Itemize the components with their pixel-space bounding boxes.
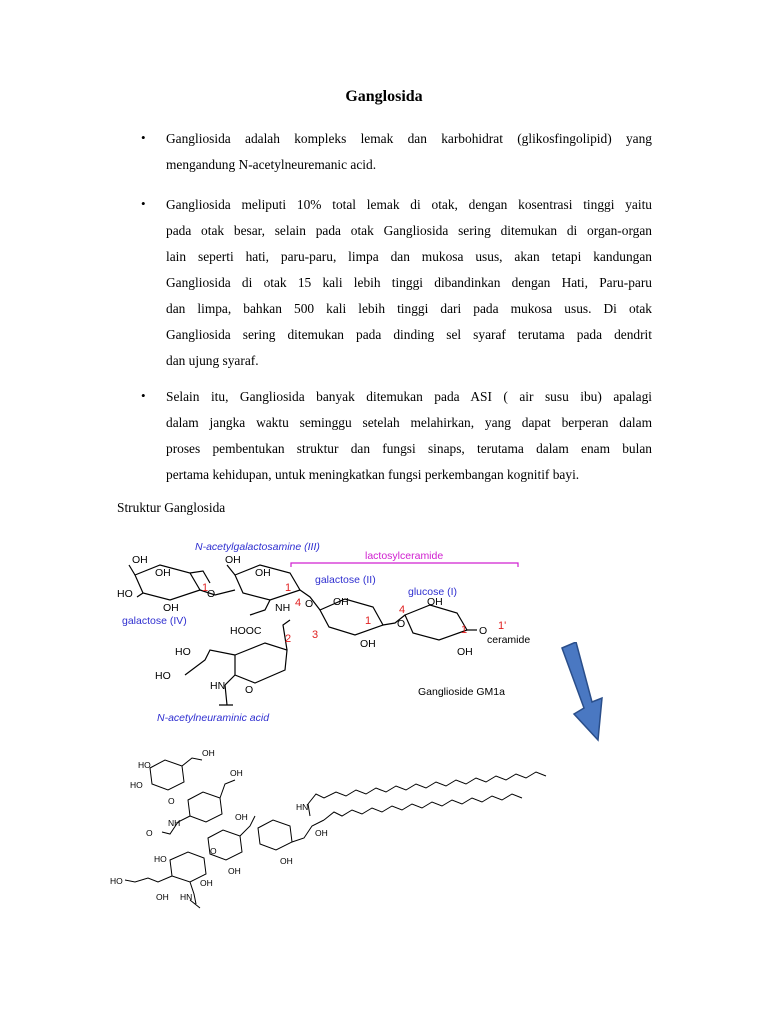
text-line: Gangliosida meliputi 10% total lemak di otak, dengan kosentrasi tinggi yaitu [166, 197, 652, 212]
atom-label: OH [163, 602, 179, 614]
atom-label: OH [156, 892, 169, 902]
atom-label: OH [155, 567, 171, 579]
atom-label: OH [333, 596, 349, 608]
bullet-paragraph-1 [166, 126, 652, 178]
down-right-arrow-icon [556, 642, 608, 742]
galactose-iv-label: galactose (IV) [122, 615, 187, 627]
position-number: 1' [498, 620, 507, 632]
text-line: mengandung N-acetylneuremanic acid. [166, 157, 377, 172]
atom-label: OH [235, 812, 248, 822]
nacetylgalactosamine-label: N-acetylgalactosamine (III) [195, 541, 320, 553]
atom-label: NH [275, 602, 291, 614]
text-line: proses pembentukan struktur dan fungsi sinaps, terutama dalam enam bulan [166, 441, 652, 456]
bullet-icon: • [141, 196, 146, 211]
atom-label: HO [138, 760, 151, 770]
text-line: Selain itu, Gangliosida banyak ditemukan pada ASI ( air susu ibu) apalagi [166, 389, 652, 404]
text-line: pada otak besar, selain pada otak Gangliosida sering ditemukan di organ-organ [166, 223, 652, 238]
text-line: Gangliosida sering ditemukan pada dinding sel syaraf terutama pada dendrit [166, 327, 652, 342]
atom-label: O [207, 588, 216, 600]
ganglioside-name: Ganglioside GM1a [418, 686, 505, 698]
position-number: 1 [202, 582, 209, 594]
atom-label: OH [230, 768, 243, 778]
text-line: pertama kehidupan, untuk meningkatkan fungsi perkembangan kognitif bayi. [166, 467, 580, 482]
text-line: lain seperti hati, paru-paru, limpa dan mukosa usus, akan tetapi kandungan [166, 249, 652, 264]
position-number: 4 [399, 604, 406, 616]
atom-label: O [168, 796, 175, 806]
text-line: Gangliosida di otak 15 kali lebih tinggi dibandinkan dengan Hati, Paru-paru [166, 275, 652, 290]
position-number: 3 [312, 629, 319, 641]
position-number: 1 [365, 615, 372, 627]
bullet-icon: • [141, 388, 146, 403]
bullet-paragraph-3 [166, 384, 652, 488]
atom-label: O [305, 598, 314, 610]
atom-label: OH [427, 596, 443, 608]
glucose-i-label: glucose (I) [408, 586, 458, 598]
atom-label: NH [168, 818, 181, 828]
ganglioside-skeletal-figure [110, 740, 560, 920]
atom-label: O [210, 846, 217, 856]
atom-label: HN [210, 680, 226, 692]
atom-label: OH [280, 856, 293, 866]
atom-label: OH [255, 567, 271, 579]
structure-heading: Struktur Ganglosida [117, 500, 226, 515]
atom-label: OH [228, 866, 241, 876]
atom-label: OH [200, 878, 213, 888]
ceramide-label: ceramide [487, 634, 531, 646]
atom-label: O [245, 684, 254, 696]
bullet-icon: • [141, 130, 146, 145]
atom-label: HN [180, 892, 193, 902]
text-line: dan limpa, bahkan 500 kali lebih tinggi dari pada mukosa usus. Di otak [166, 301, 652, 316]
atom-label: OH [360, 638, 376, 650]
atom-label: HN [296, 802, 309, 812]
text-line: Gangliosida adalah kompleks lemak dan karbohidrat (glikosfingolipid) yang [166, 131, 652, 146]
nacetylneuraminic-label: N-acetylneuraminic acid [157, 712, 270, 724]
atom-label: HO [130, 780, 143, 790]
text-line: dalam jangka waktu seminggu setelah melahirkan, yang dapat berperan dalam [166, 415, 652, 430]
ganglioside-gm1a-figure [115, 535, 590, 730]
atom-label: OH [132, 554, 148, 566]
atom-label: O [146, 828, 153, 838]
atom-label: O [397, 618, 406, 630]
atom-label: HOOC [230, 625, 262, 637]
atom-label: OH [315, 828, 328, 838]
lactosylceramide-label: lactosylceramide [365, 550, 444, 562]
position-number: 4 [295, 597, 302, 609]
atom-label: HO [175, 646, 191, 658]
atom-label: OH [225, 554, 241, 566]
atom-label: HO [110, 876, 123, 886]
page-title: Ganglosida [345, 88, 423, 105]
atom-label: O [479, 625, 488, 637]
atom-label: HO [154, 854, 167, 864]
atom-label: OH [457, 646, 473, 658]
position-number: 1 [461, 624, 468, 636]
position-number: 2 [285, 633, 292, 645]
atom-label: HO [117, 588, 133, 600]
galactose-ii-label: galactose (II) [315, 574, 376, 586]
text-line: dan ujung syaraf. [166, 353, 259, 368]
bullet-paragraph-2 [166, 192, 652, 374]
atom-label: OH [202, 748, 215, 758]
atom-label: HO [155, 670, 171, 682]
position-number: 1 [285, 582, 292, 594]
